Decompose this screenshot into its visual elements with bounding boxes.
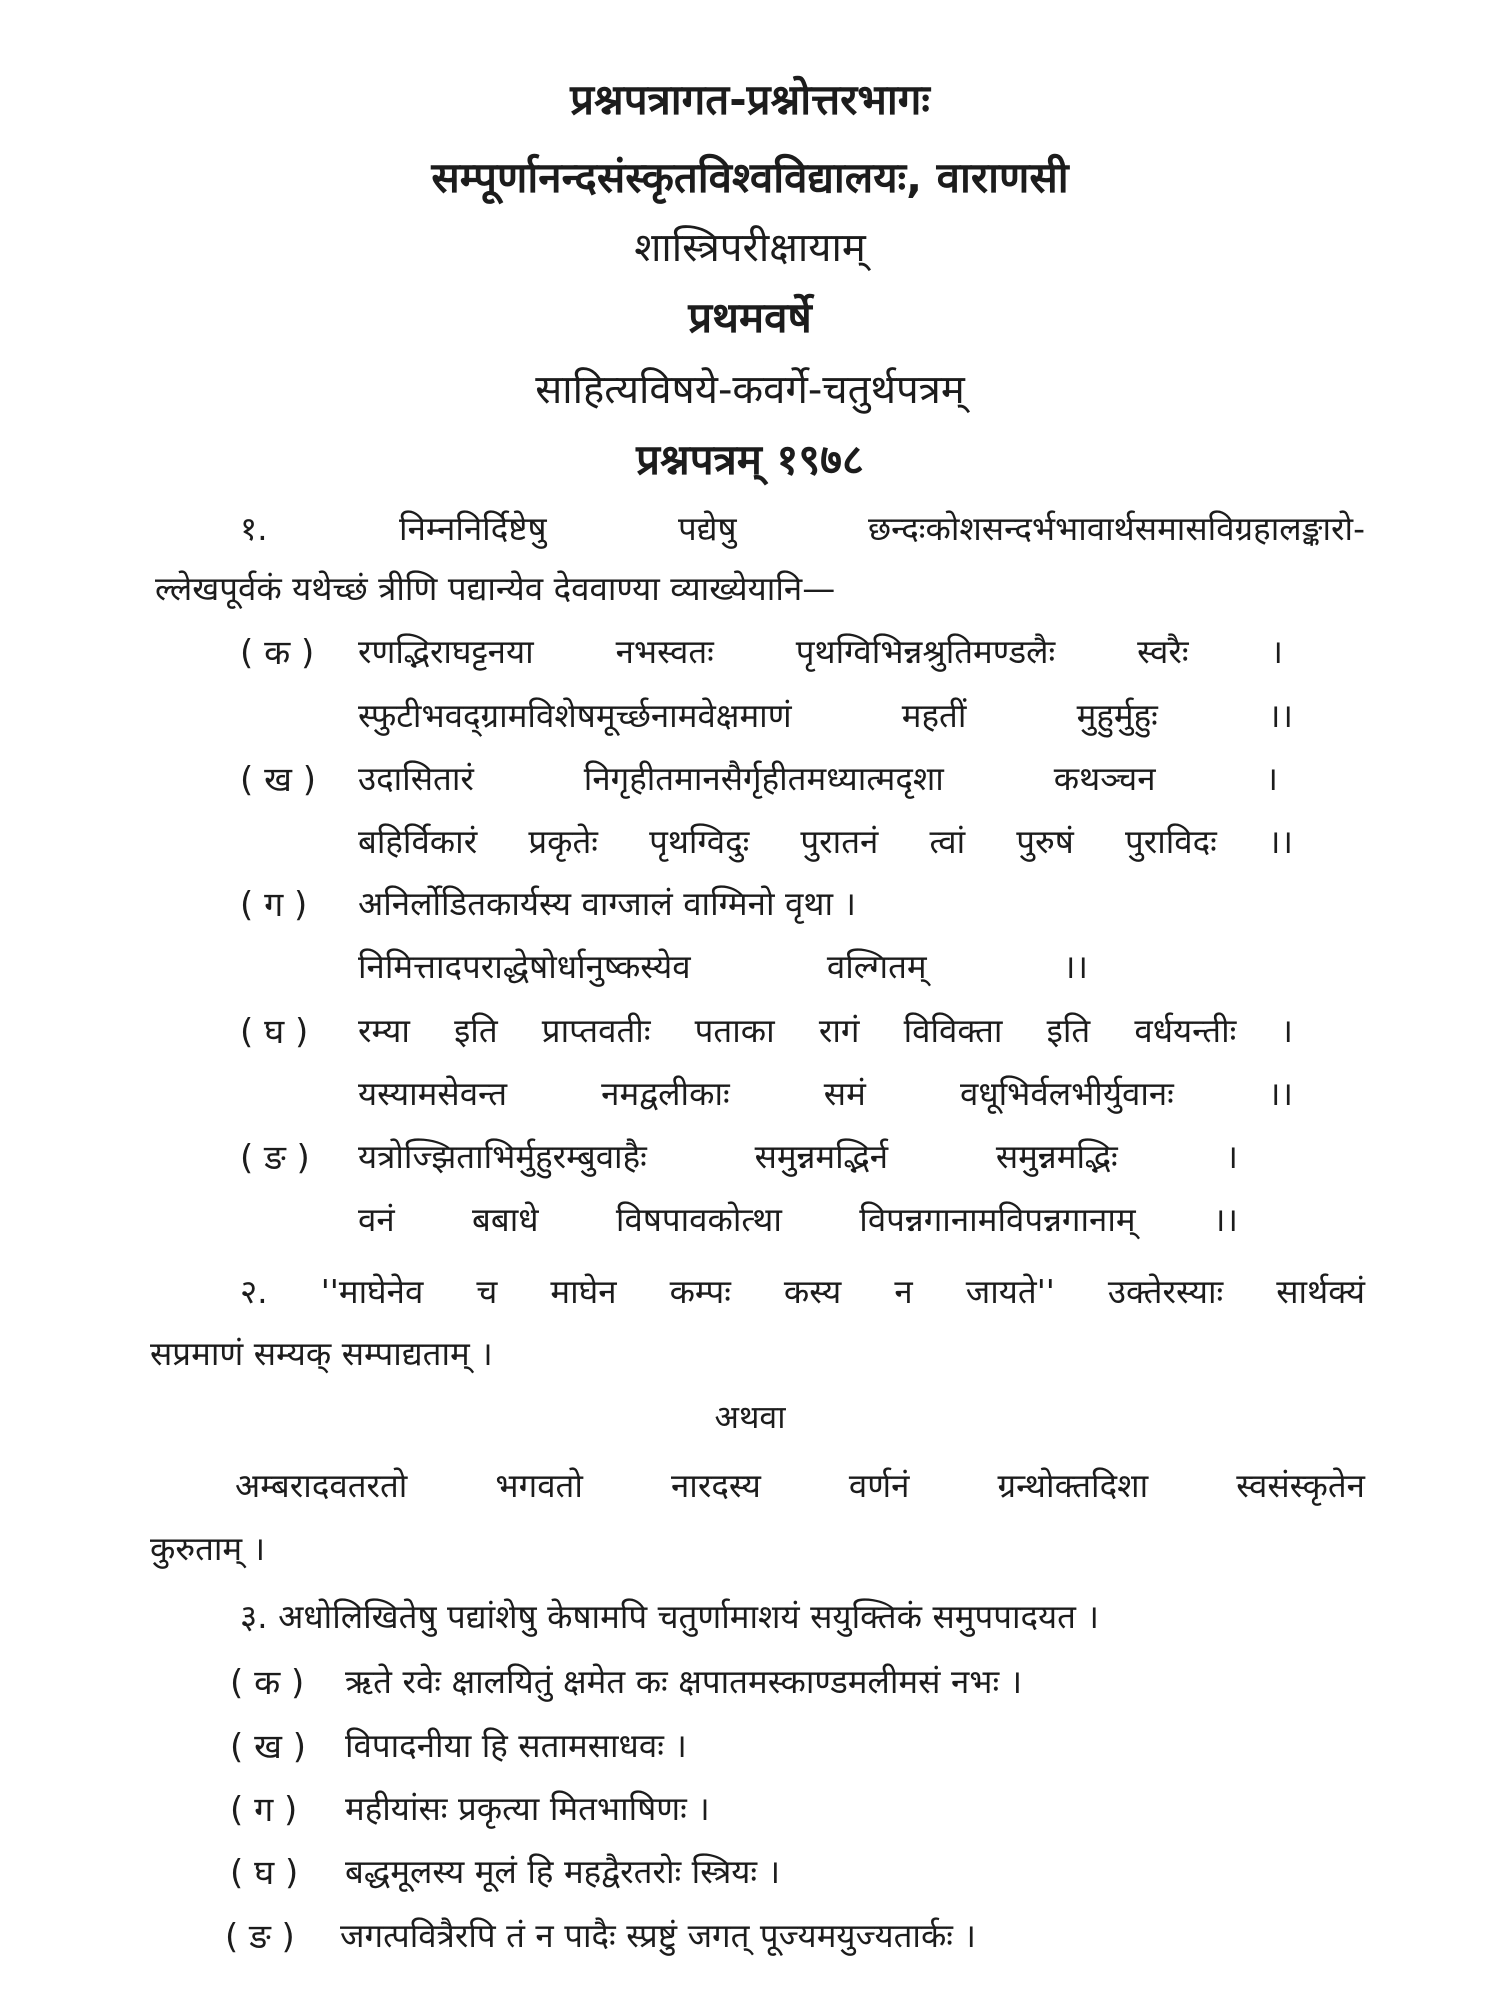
q3-item-text-gha: बद्धमूलस्य मूलं हि महद्वैरतरोः स्त्रियः । [345,1852,781,1891]
university-name: सम्पूर्णानन्दसंस्कृतविश्वविद्यालयः, वाराणसी [431,153,1069,202]
q1-item-label-ga: ( ग ) [240,885,308,925]
q2-line1: २. ''माघेनेव च माघेन कम्पः कस्य न जायते'' उक्तेरस्याः सार्थक्यं [240,1272,1365,1311]
q1-verse-kha-2: बहिर्विकारं प्रकृतेः पृथग्विदुः पुरातनं त्वां पुरुषं पुराविदः ।। [358,822,1293,861]
q3-item-label-ka: ( क ) [230,1663,305,1703]
q1-verse-ga-1: अनिर्लोडितकार्यस्य वाग्जालं वाग्मिनो वृथा । [358,884,856,923]
q2-alt-line2: कुरुताम् । [150,1529,266,1568]
q1-verse-ga-2: निमित्तादपराद्धेषोर्धानुष्कस्येव वल्गितम् ।। [358,947,1088,986]
q1-verse-ka-2: स्फुटीभवद्ग्रामविशेषमूर्च्छनामवेक्षमाणं महतीं मुहुर्मुहुः ।। [358,696,1293,735]
q3-item-text-ga: महीयांसः प्रकृत्या मितभाषिणः । [345,1789,710,1828]
q2-alt-line1: अम्बरादवतरतो भगवतो नारदस्य वर्णनं ग्रन्थोक्तदिशा स्वसंस्कृतेन [235,1466,1365,1505]
exam-year: प्रथमवर्षे [688,293,812,342]
subject-line: साहित्यविषये-कवर्गे-चतुर्थपत्रम् [535,367,965,413]
q1-item-label-kha: ( ख ) [240,760,316,800]
paper-line: प्रश्नपत्रम् १९७८ [636,435,864,484]
q1-verse-gha-1: रम्या इति प्राप्तवतीः पताका रागं विविक्ता इति वर्धयन्तीः । [358,1011,1293,1050]
q1-verse-nga-2: वनं बबाधे विषपावकोत्था विपन्नगानामविपन्नगानाम् ।। [358,1200,1238,1239]
q3-item-text-ka: ऋते रवेः क्षालयितुं क्षमेत कः क्षपातमस्काण्डमलीमसं नभः । [345,1662,1023,1701]
q2-or-label: अथवा [714,1398,786,1436]
q1-verse-nga-1: यत्रोज्झिताभिर्मुहुरम्बुवाहैः समुन्नमद्भिर्न समुन्नमद्भिः । [358,1137,1238,1176]
q3-item-label-gha: ( घ ) [230,1853,299,1893]
q1-item-label-gha: ( घ ) [240,1012,309,1052]
q2-line2: सप्रमाणं सम्यक् सम्पाद्यताम् । [150,1334,493,1373]
q1-item-label-ka: ( क ) [240,633,315,673]
q3-instruction: ३. अधोलिखितेषु पद्यांशेषु केषामपि चतुर्णामाशयं सयुक्तिकं समुपपादयत । [240,1597,1099,1636]
q1-verse-kha-1: उदासितारं निगृहीतमानसैर्गृहीतमध्यात्मदृशा कथञ्चन । [358,759,1278,798]
q1-verse-ka-1: रणद्भिराघट्टनया नभस्वतः पृथग्विभिन्नश्रुतिमण्डलैः स्वरैः । [358,632,1283,671]
q1-item-label-nga: ( ङ ) [240,1138,310,1178]
q3-item-text-nga: जगत्पवित्रैरपि तं न पादैः स्प्रष्टुं जगत् पूज्यमयुज्यतार्कः । [340,1916,976,1955]
q1-instruction-line1: १. निम्ननिर्दिष्टेषु पद्येषु छन्दःकोशसन्दर्भभावार्थसमासविग्रहालङ्कारो- [240,509,1365,548]
page-title: प्रश्नपत्रागत-प्रश्नोत्तरभागः [570,75,930,124]
q3-item-text-kha: विपादनीया हि सतामसाधवः । [345,1726,687,1765]
q3-item-label-ga: ( ग ) [230,1790,298,1830]
q1-verse-gha-2: यस्यामसेवन्त नमद्वलीकाः समं वधूभिर्वलभीर्युवानः ।। [358,1074,1293,1113]
q3-item-label-kha: ( ख ) [230,1727,306,1767]
exam-name: शास्त्रिपरीक्षायाम् [634,225,866,271]
q1-instruction-line2: ल्लेखपूर्वकं यथेच्छं त्रीणि पद्यान्येव देववाण्या व्याख्येयानि— [155,569,836,608]
q3-item-label-nga: ( ङ ) [225,1917,295,1957]
